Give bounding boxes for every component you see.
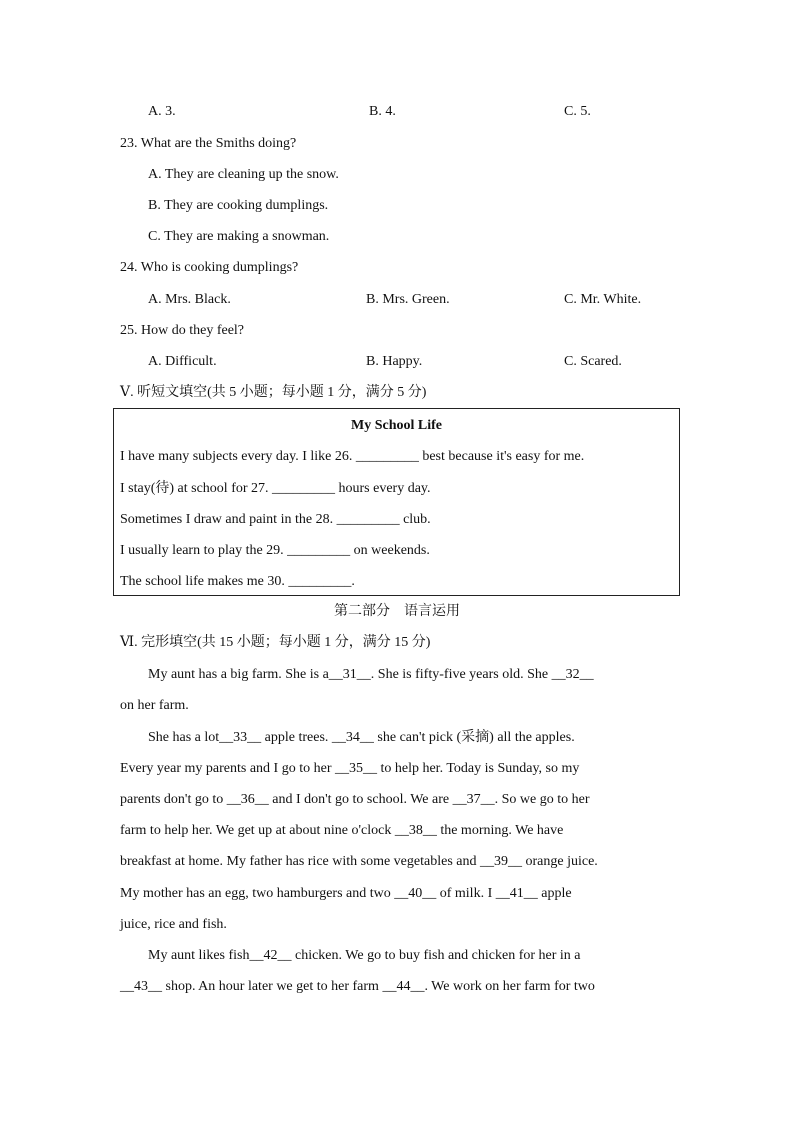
box-line-29: I usually learn to play the 29. _________ on weekends. xyxy=(120,543,430,558)
box-line-30: The school life makes me 30. _________. xyxy=(120,574,355,589)
q22-option-a: A. 3. xyxy=(148,104,176,119)
q25-option-a: A. Difficult. xyxy=(148,354,217,369)
cloze-para2-line5: breakfast at home. My father has rice with some vegetables and __39__ orange juice. xyxy=(120,854,598,869)
q24-question: 24. Who is cooking dumplings? xyxy=(120,260,299,275)
box-line-26: I have many subjects every day. I like 26. _________ best because it's easy for me. xyxy=(120,449,585,464)
cloze-para2-line4: farm to help her. We get up at about nine o'clock __38__ the morning. We have xyxy=(120,823,564,838)
cloze-para2-line2: Every year my parents and I go to her __35__ to help her. Today is Sunday, so my xyxy=(120,761,580,776)
cloze-para2-line3: parents don't go to __36__ and I don't go to school. We are __37__. So we go to her xyxy=(120,792,590,807)
box-line-28: Sometimes I draw and paint in the 28. _________ club. xyxy=(120,512,431,527)
cloze-para1-line1: My aunt has a big farm. She is a__31__. She is fifty-five years old. She __32__ xyxy=(148,667,594,682)
cloze-para1-line2: on her farm. xyxy=(120,698,189,713)
q24-option-c: C. Mr. White. xyxy=(564,292,642,307)
q25-option-b: B. Happy. xyxy=(366,354,423,369)
section-6-heading: Ⅵ. 完形填空(共 15 小题；每小题 1 分，满分 15 分) xyxy=(120,635,431,650)
cloze-para3-line1: My aunt likes fish__42__ chicken. We go to buy fish and chicken for her in a xyxy=(148,948,581,963)
school-life-box xyxy=(113,408,680,596)
q25-question: 25. How do they feel? xyxy=(120,323,245,338)
cloze-para2-line7: juice, rice and fish. xyxy=(120,917,227,932)
cloze-para3-line2: __43__ shop. An hour later we get to her farm __44__. We work on her farm for two xyxy=(120,979,595,994)
q23-option-a: A. They are cleaning up the snow. xyxy=(148,167,339,182)
q23-option-c: C. They are making a snowman. xyxy=(148,229,330,244)
part-2-heading: 第二部分 语言运用 xyxy=(334,604,460,619)
q22-option-b: B. 4. xyxy=(369,104,396,119)
q24-option-a: A. Mrs. Black. xyxy=(148,292,231,307)
box-line-27: I stay(待) at school for 27. _________ hours every day. xyxy=(120,481,431,496)
q23-option-b: B. They are cooking dumplings. xyxy=(148,198,329,213)
cloze-para2-line6: My mother has an egg, two hamburgers and two __40__ of milk. I __41__ apple xyxy=(120,886,572,901)
section-5-heading: Ⅴ. 听短文填空(共 5 小题；每小题 1 分，满分 5 分) xyxy=(120,385,427,400)
q25-option-c: C. Scared. xyxy=(564,354,622,369)
q22-option-c: C. 5. xyxy=(564,104,591,119)
q23-question: 23. What are the Smiths doing? xyxy=(120,136,297,151)
box-title: My School Life xyxy=(351,418,442,433)
cloze-para2-line1: She has a lot__33__ apple trees. __34__ she can't pick (采摘) all the apples. xyxy=(148,730,575,745)
q24-option-b: B. Mrs. Green. xyxy=(366,292,450,307)
